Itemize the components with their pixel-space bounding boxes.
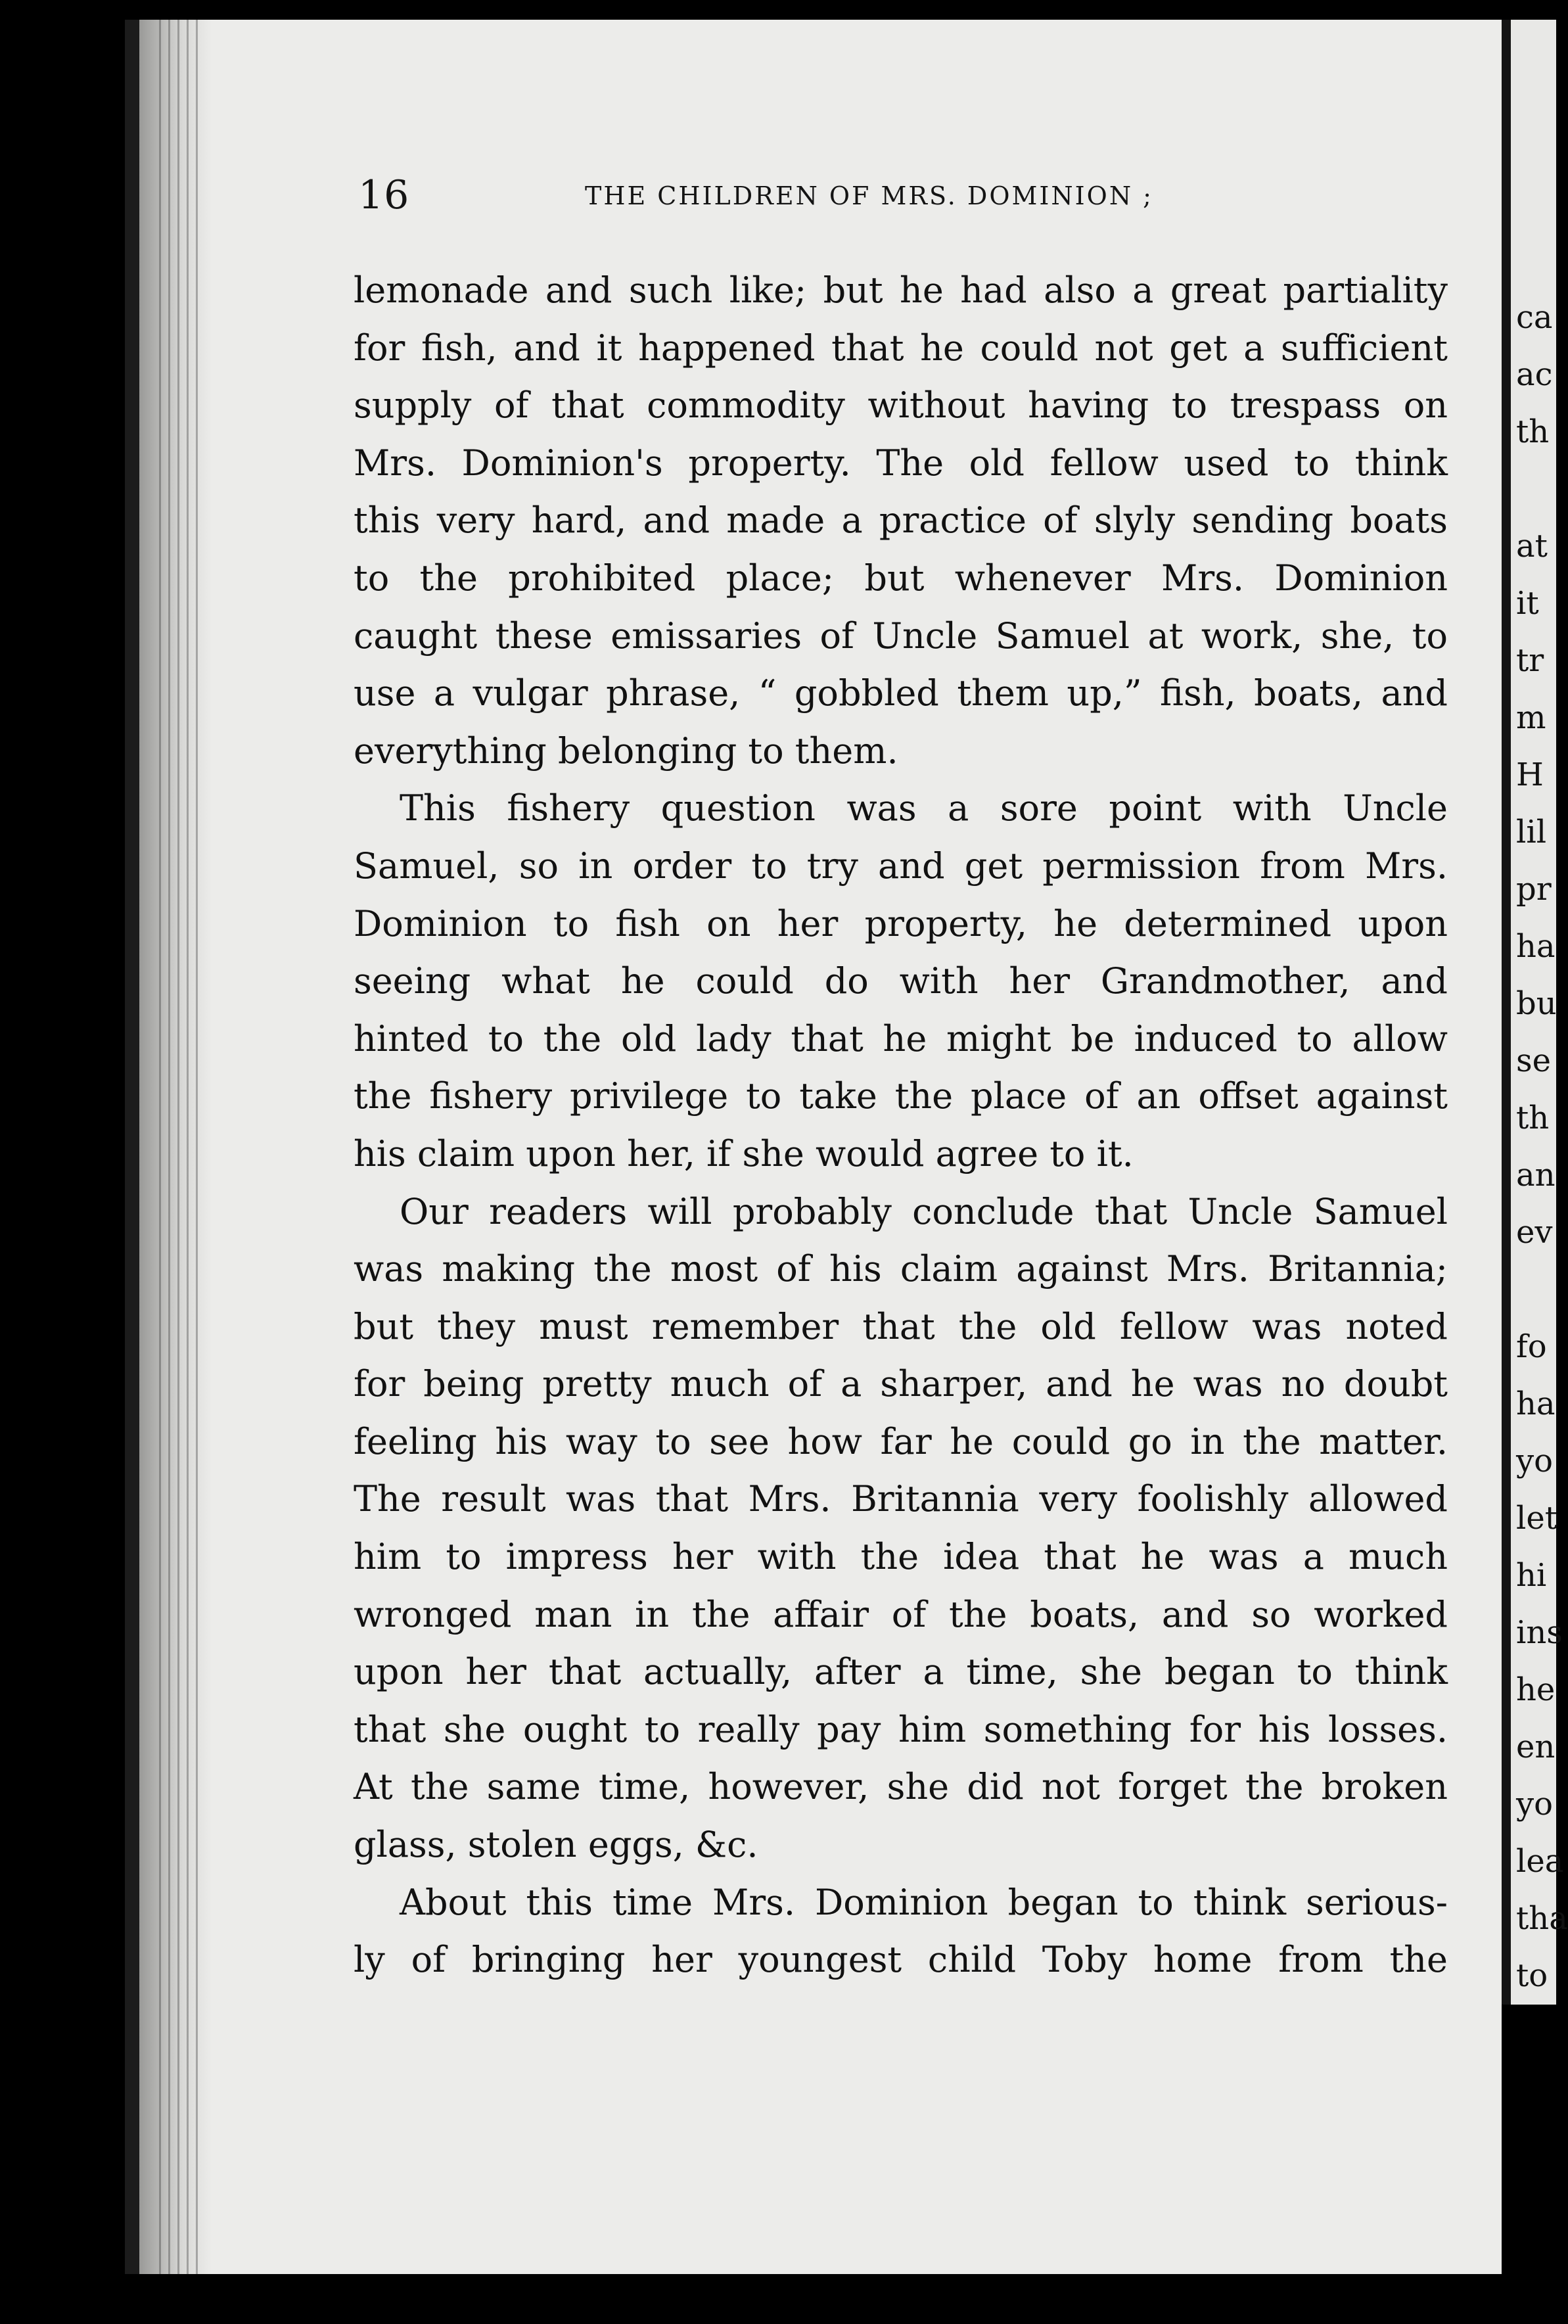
facing-fragment: bu [1516, 985, 1557, 1022]
facing-fragment: m [1516, 699, 1546, 736]
facing-fragment: tha [1516, 1900, 1568, 1937]
facing-fragment: pr [1516, 871, 1552, 908]
text-line: for being pretty much of a sharper, and he was no doubt [354, 1363, 1448, 1405]
text-line: At the same time, however, she did not forget the broken [354, 1766, 1448, 1808]
facing-fragment: ha [1516, 928, 1556, 965]
text-line: his claim upon her, if she would agree to it. [354, 1132, 1134, 1174]
text-line: The result was that Mrs. Britannia very foolishly allowed [354, 1478, 1448, 1520]
facing-fragment: to [1516, 1957, 1548, 1994]
text-line: everything belonging to them. [354, 730, 898, 772]
facing-fragment: yo [1516, 1786, 1554, 1823]
text-line: this very hard, and made a practice of slyly sending boats [354, 500, 1448, 542]
paragraph-first-line: About this time Mrs. Dominion began to think serious- [400, 1881, 1448, 1923]
text-line: Mrs. Dominion's property. The old fellow used to think [354, 442, 1448, 484]
facing-fragment: at [1516, 528, 1548, 565]
facing-fragment [1516, 461, 1568, 518]
facing-fragment: yo [1516, 1443, 1554, 1479]
text-line: wronged man in the affair of the boats, and so worked [354, 1593, 1448, 1635]
facing-fragment: lea [1516, 1843, 1564, 1880]
text-line: glass, stolen eggs, &c. [354, 1824, 758, 1866]
paragraph-first-line: This fishery question was a sore point with Uncle [400, 787, 1448, 829]
text-line: feeling his way to see how far he could go in the matter. [354, 1420, 1448, 1462]
page-number: 16 [358, 172, 410, 218]
text-line: upon her that actually, after a time, she began to think [354, 1651, 1448, 1693]
text-line: supply of that commodity without having to trespass on [354, 384, 1448, 427]
facing-fragment: ca [1516, 299, 1553, 336]
text-line: ly of bringing her youngest child Toby home from the [354, 1939, 1448, 1981]
facing-fragment: it [1516, 585, 1539, 622]
facing-fragment: ac [1516, 356, 1553, 393]
text-line: him to impress her with the idea that he was a much [354, 1536, 1448, 1578]
facing-fragment: an [1516, 1157, 1556, 1194]
text-line: lemonade and such like; but he had also a great partiality [354, 269, 1448, 311]
facing-fragment: ha [1516, 1385, 1556, 1422]
facing-fragment: hi [1516, 1557, 1547, 1594]
facing-fragment: let [1516, 1500, 1558, 1537]
facing-fragment: fo [1516, 1328, 1547, 1365]
facing-fragment [1516, 1261, 1568, 1318]
text-line: the fishery privilege to take the place of an offset against [354, 1075, 1448, 1117]
text-line: to the prohibited place; but whenever Mrs. Dominion [354, 557, 1448, 599]
facing-fragment: ev [1516, 1214, 1553, 1251]
facing-fragment: he [1516, 1671, 1556, 1708]
page-edge-stack [159, 20, 198, 2274]
facing-page-edge [1502, 20, 1568, 2005]
text-line: use a vulgar phrase, “ gobbled them up,” fish, boats, and [354, 672, 1448, 714]
text-line: for fish, and it happened that he could not get a sufficient [354, 327, 1448, 369]
body-text [354, 262, 1448, 1989]
text-line: caught these emissaries of Uncle Samuel at work, she, to [354, 615, 1448, 657]
facing-page-text-fragments [1516, 289, 1568, 2005]
text-line: Samuel, so in order to try and get permission from Mrs. [354, 845, 1448, 887]
running-head-title: THE CHILDREN OF MRS. DOMINION ; [585, 181, 1153, 210]
facing-fragment: en [1516, 1729, 1556, 1765]
text-line: hinted to the old lady that he might be induced to allow [354, 1017, 1448, 1059]
text-line: but they must remember that the old fellow was noted [354, 1305, 1448, 1347]
text-line: Dominion to fish on her property, he determined upon [354, 902, 1448, 944]
facing-fragment: se [1516, 1042, 1552, 1079]
facing-fragment: th [1516, 1100, 1550, 1136]
facing-fragment: H [1516, 756, 1544, 793]
facing-fragment: tr [1516, 642, 1544, 679]
text-line: seeing what he could do with her Grandmother, and [354, 960, 1448, 1002]
text-line: that she ought to really pay him something for his losses. [354, 1708, 1448, 1750]
text-line: was making the most of his claim against Mrs. Britannia; [354, 1248, 1448, 1290]
facing-fragment: th [1516, 413, 1550, 450]
paragraph-first-line: Our readers will probably conclude that Uncle Samuel [400, 1190, 1448, 1232]
facing-fragment: lil [1516, 814, 1547, 850]
facing-fragment: ins [1516, 1614, 1563, 1651]
